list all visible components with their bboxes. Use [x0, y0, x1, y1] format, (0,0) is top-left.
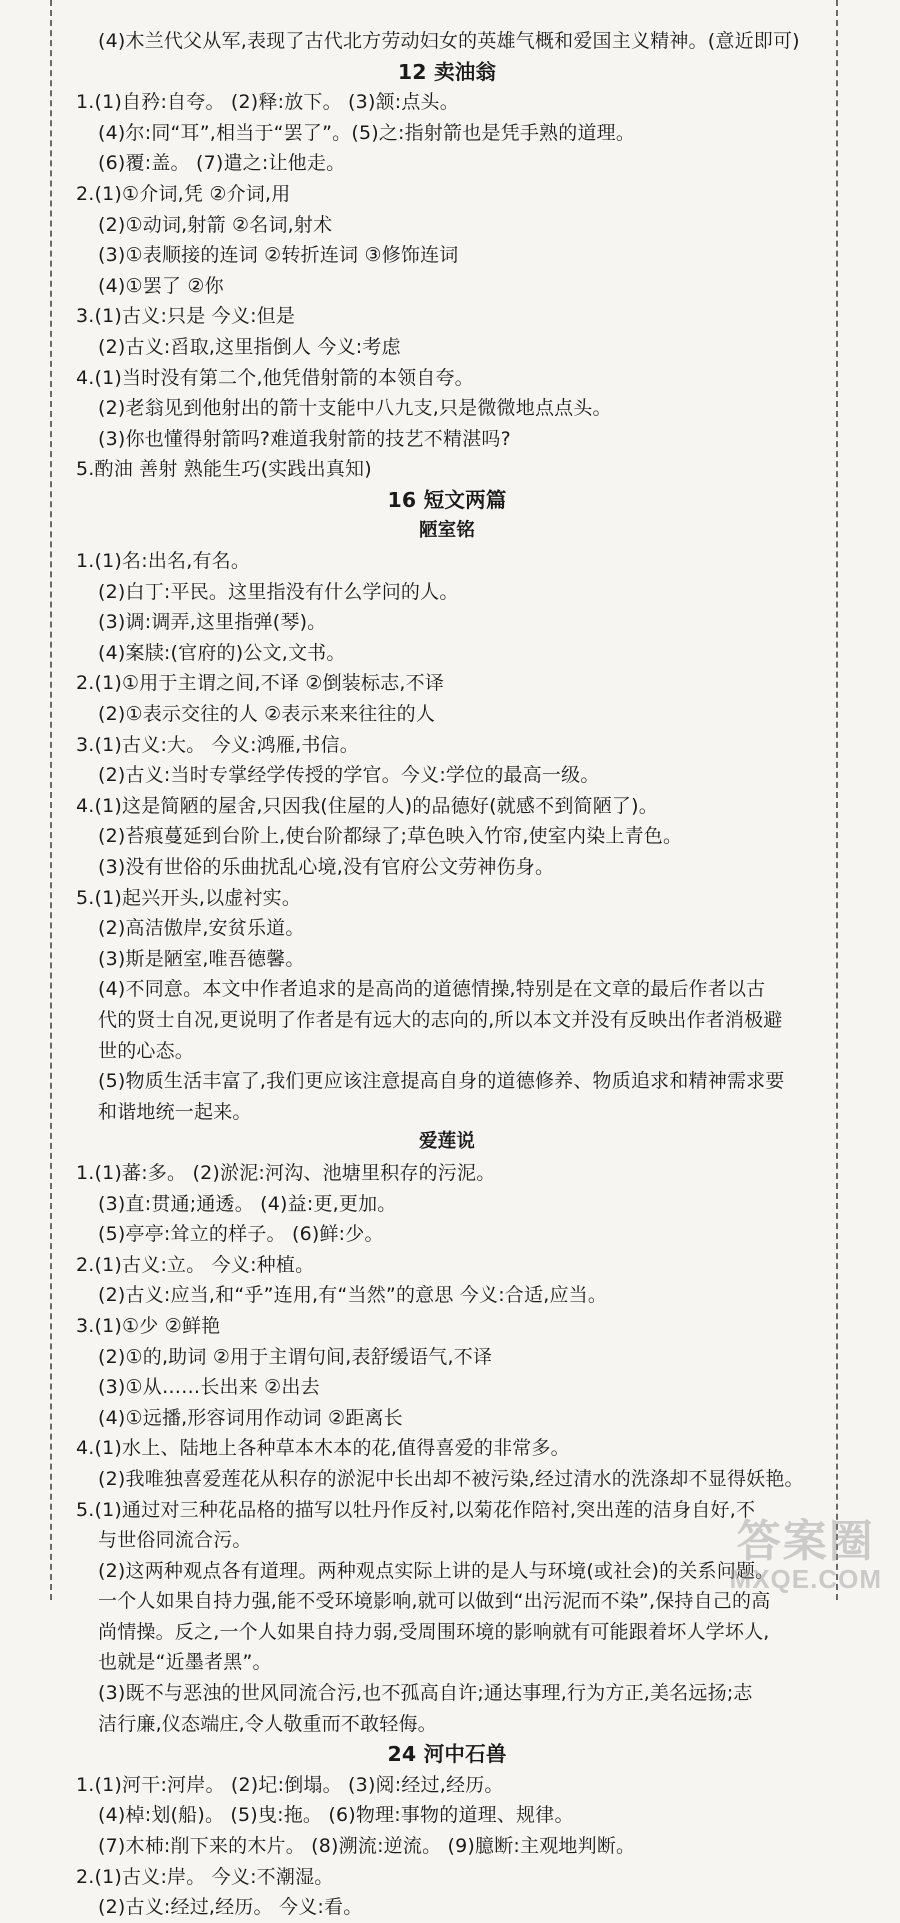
answer-line: (2)古义:舀取,这里指倒人 今义:考虑 — [98, 335, 401, 358]
answer-line: 3.(1)古义:只是 今义:但是 — [76, 305, 296, 328]
answer-line: (2)①表示交往的人 ②表示来来往往的人 — [98, 703, 436, 726]
subsection-title: 爱莲说 — [418, 1131, 476, 1153]
section-title: 16 短文两篇 — [387, 487, 507, 512]
answer-line: 2.(1)①介词,凭 ②介词,用 — [76, 182, 291, 205]
answer-line: (4)尔:同“耳”,相当于“罢了”。(5)之:指射箭也是凭手熟的道理。 — [98, 121, 636, 144]
answer-line: 5.(1)起兴开头,以虚衬实。 — [76, 886, 302, 909]
answer-line: (4)案牍:(官府的)公文,文书。 — [98, 641, 346, 664]
answer-line: (2)白丁:平民。这里指没有什么学问的人。 — [98, 580, 459, 603]
section-title: 12 卖油翁 — [397, 59, 497, 84]
answer-line: 尚情操。反之,一个人如果自持力弱,受周围环境的影响就有可能跟着坏人学坏人, — [98, 1620, 770, 1643]
answer-line: 3.(1)①少 ②鲜艳 — [76, 1314, 221, 1337]
answer-line: (2)①的,助词 ②用于主谓句间,表舒缓语气,不译 — [98, 1345, 493, 1368]
right-binding-line — [836, 0, 838, 1600]
answer-line: 代的贤士自况,更说明了作者是有远大的志向的,所以本文并没有反映出作者消极避 — [98, 1009, 783, 1031]
answer-line: 3.(1)古义:大。 今义:鸿雁,书信。 — [76, 733, 359, 756]
watermark-en: MXQE.COM — [729, 1564, 882, 1594]
answer-line: (2)这两种观点各有道理。两种观点实际上讲的是人与环境(或社会)的关系问题。 — [98, 1559, 775, 1582]
answer-line: (2)高洁傲岸,安贫乐道。 — [98, 917, 305, 940]
answer-line: 洁行廉,仪态端庄,令人敬重而不敢轻侮。 — [98, 1712, 437, 1735]
answer-line: (2)①动词,射箭 ②名词,射术 — [98, 213, 333, 236]
answer-line: (2)老翁见到他射出的箭十支能中八九支,只是微微地点点头。 — [98, 397, 612, 420]
answer-line: 1.(1)名:出名,有名。 — [76, 550, 251, 573]
answer-line: 1.(1)蕃:多。 (2)淤泥:河沟、池塘里积存的污泥。 — [76, 1161, 496, 1184]
answer-line: (2)古义:应当,和“乎”连用,有“当然”的意思 今义:合适,应当。 — [98, 1284, 608, 1307]
answer-line: (4)不同意。本文中作者追求的是高尚的道德情操,特别是在文章的最后作者以古 — [98, 978, 766, 1001]
answer-line: 1.(1)河干:河岸。 (2)圮:倒塌。 (3)阅:经过,经历。 — [76, 1773, 504, 1796]
answer-line: (5)物质生活丰富了,我们更应该注意提高自身的道德修养、物质追求和精神需求要 — [98, 1070, 785, 1093]
answer-line: 和谐地统一起来。 — [98, 1100, 252, 1123]
watermark-cn: 答案圈 — [736, 1517, 875, 1566]
answer-line: 5.(1)通过对三种花品格的描写以牡丹作反衬,以菊花作陪衬,突出莲的洁身自好,不 — [76, 1498, 756, 1521]
answer-line: (3)斯是陋室,唯吾德馨。 — [98, 947, 305, 970]
answer-line: (7)木杮:削下来的木片。 (8)溯流:逆流。 (9)臆断:主观地判断。 — [98, 1835, 636, 1858]
answer-line: (3)既不与恶浊的世风同流合污,也不孤高自许;通达事理,行为方正,美名远扬;志 — [98, 1682, 753, 1705]
answer-line: 4.(1)水上、陆地上各种草本木本的花,值得喜爱的非常多。 — [76, 1437, 570, 1460]
answer-line: (5)亭亭:耸立的样子。 (6)鲜:少。 — [98, 1223, 384, 1246]
answer-line: 2.(1)古义:立。 今义:种植。 — [76, 1253, 315, 1276]
answer-line: (6)覆:盖。 (7)遣之:让他走。 — [98, 152, 346, 175]
answer-line: (4)①远播,形容词用作动词 ②距离长 — [98, 1406, 403, 1429]
answer-line: (2)苔痕蔓延到台阶上,使台阶都绿了;草色映入竹帘,使室内染上青色。 — [98, 825, 683, 848]
answer-line: 4.(1)当时没有第二个,他凭借射箭的本领自夸。 — [76, 366, 474, 389]
answer-line: (3)调:调弄,这里指弹(琴)。 — [98, 611, 327, 634]
answer-line: (3)直:贯通;通透。 (4)益:更,更加。 — [98, 1192, 397, 1215]
subsection-title: 陋室铭 — [418, 519, 476, 541]
watermark-logo — [729, 1517, 882, 1594]
answer-line: (3)没有世俗的乐曲扰乱心境,没有官府公文劳神伤身。 — [98, 856, 555, 879]
answer-line: (2)古义:经过,经历。 今义:看。 — [98, 1896, 363, 1919]
answer-document — [76, 26, 818, 1923]
answer-line: (4)棹:划(船)。 (5)曳:拖。 (6)物理:事物的道理、规律。 — [98, 1804, 574, 1827]
answer-line: (3)①表顺接的连词 ②转折连词 ③修饰连词 — [98, 244, 459, 267]
answer-line: (3)①从……长出来 ②出去 — [98, 1376, 320, 1399]
answer-line: 一个人如果自持力强,能不受环境影响,就可以做到“出污泥而不染”,保持自己的高 — [98, 1590, 771, 1613]
answer-line: (2)我唯独喜爱莲花从积存的淤泥中长出却不被污染,经过清水的洗涤却不显得妖艳。 — [98, 1467, 804, 1490]
answer-line: (4)木兰代父从军,表现了古代北方劳动妇女的英雄气概和爱国主义精神。(意近即可) — [98, 30, 800, 52]
answer-line: 也就是“近墨者黑”。 — [98, 1651, 272, 1674]
answer-line: (2)古义:当时专掌经学传授的学官。今义:学位的最高一级。 — [98, 764, 600, 787]
answer-line: (4)①罢了 ②你 — [98, 274, 224, 297]
answer-line: 2.(1)古义:岸。 今义:不潮湿。 — [76, 1865, 334, 1888]
answer-line: 2.(1)①用于主谓之间,不译 ②倒装标志,不译 — [76, 672, 445, 695]
answer-line: (3)你也懂得射箭吗?难道我射箭的技艺不精湛吗? — [98, 427, 511, 450]
section-title: 24 河中石兽 — [387, 1742, 507, 1767]
answer-line: 1.(1)自矜:自夸。 (2)释:放下。 (3)颔:点头。 — [76, 91, 459, 114]
answer-line: 5.酌油 善射 熟能生巧(实践出真知) — [76, 458, 372, 481]
answer-line: 与世俗同流合污。 — [98, 1529, 252, 1552]
left-binding-line — [50, 0, 52, 1600]
answer-line: 世的心态。 — [98, 1039, 195, 1062]
answer-line: 4.(1)这是简陋的屋舍,只因我(住屋的人)的品德好(就感不到简陋了)。 — [76, 794, 658, 817]
